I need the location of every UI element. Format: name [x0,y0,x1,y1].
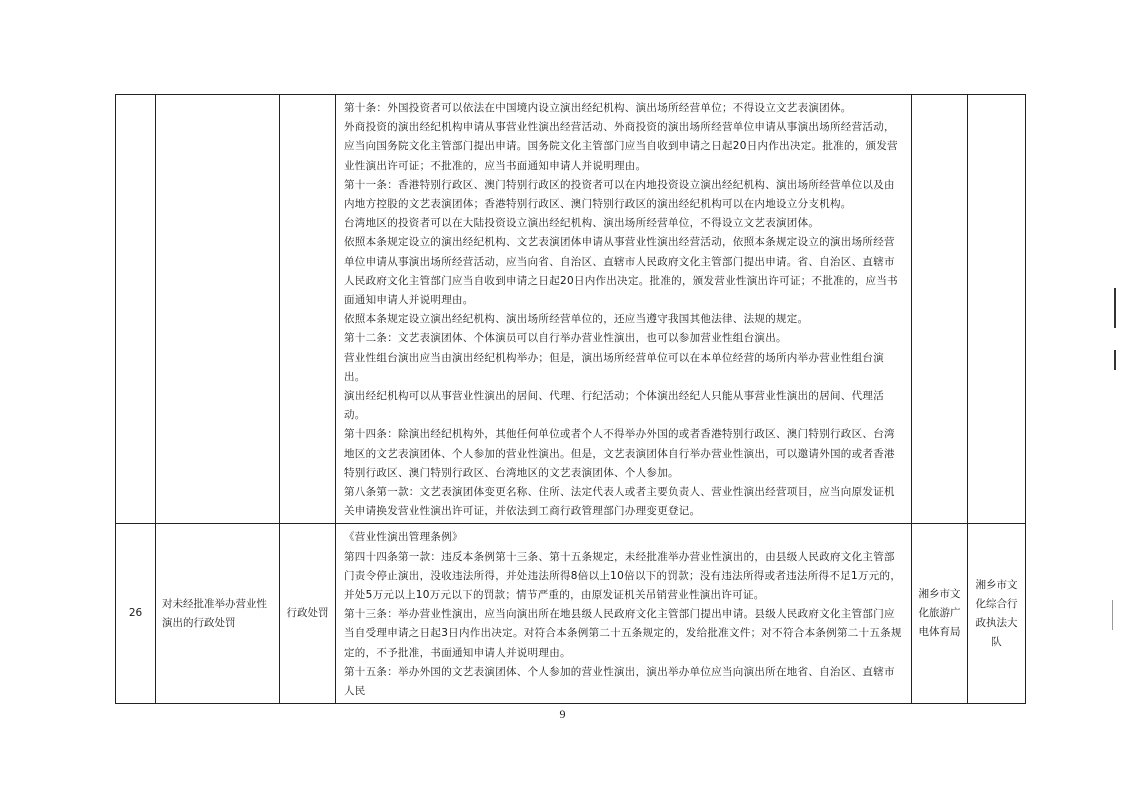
basis-paragraph: 第十四条：除演出经纪机构外，其他任何单位或者个人不得举办外国的或者香港特别行政区、澳门特别行政区、台湾地区的文艺表演团体、个人参加的营业性演出。但是，文艺表演团体自行举办营业性演出，可以邀请外国的或者香港特别行政区、澳门特别行政区、台湾地区的文艺表演团体、个人参加。 [344,428,895,479]
legal-basis-cell [336,95,912,524]
row-index-cell: 26 [116,524,156,704]
basis-paragraph: 第八条第一款：文艺表演团体变更名称、住所、法定代表人或者主要负责人、营业性演出经营项目，应当向原发证机关申请换发营业性演出许可证，并依法到工商行政管理部门办理变更登记。 [344,486,895,518]
item-name-cell: 对未经批准举办营业性演出的行政处罚 [156,524,280,704]
basis-paragraph: 《营业性演出管理条例》 [344,531,463,544]
scan-edge-mark [1114,350,1116,370]
basis-paragraph: 台湾地区的投资者可以在大陆投资设立演出经纪机构、演出场所经营单位，不得设立文艺表演团体。 [344,217,820,230]
basis-paragraph: 依照本条规定设立的演出经纪机构、文艺表演团体申请从事营业性演出经营活动，依照本条规定设立的演出场所经营单位申请从事演出场所经营活动，应当向省、自治区、直辖市人民政府文化主管部门提出申请。省、自治区、直辖市人民政府文化主管部门应当自收到申请之日起20日内作出决定。批准的，颁发营业性演出许可证；不批准的，应当书面通知申请人并说明理由。 [344,236,898,307]
department-cell [912,95,968,524]
basis-paragraph: 外商投资的演出经纪机构申请从事营业性演出经营活动、外商投资的演出场所经营单位申请从事演出场所经营活动，应当向国务院文化主管部门提出申请。国务院文化主管部门应当自收到申请之日起20日内作出决定。批准的，颁发营业性演出许可证；不批准的，应当书面通知申请人并说明理由。 [344,121,898,172]
scan-edge-mark [1114,288,1116,328]
legal-basis-cell [336,524,912,704]
basis-paragraph: 第十五条：举办外国的文艺表演团体、个人参加的营业性演出，演出举办单位应当向演出所在地省、自治区、直辖市人民 [344,665,895,698]
table-row [116,95,1026,524]
table-row [116,524,1026,704]
basis-paragraph: 演出经纪机构可以从事营业性演出的居间、代理、行纪活动；个体演出经纪人只能从事营业性演出的居间、代理活动。 [344,390,884,422]
enforcement-table [115,94,1026,704]
basis-paragraph: 依照本条规定设立演出经纪机构、演出场所经营单位的，还应当遵守我国其他法律、法规的规定。 [344,313,809,326]
row-index-cell [116,95,156,524]
basis-paragraph: 第四十四条第一款：违反本条例第十三条、第十五条规定，未经批准举办营业性演出的，由县级人民政府文化主管部门责令停止演出，没收违法所得，并处违法所得8倍以上10倍以下的罚款；没有违法所得或者违法所得不足1万元的，并处5万元以上10万元以下的罚款；情节严重的，由原发证机关吊销营业性演出许可证。 [344,550,902,602]
enforcement-unit-cell [968,95,1026,524]
item-type-cell: 行政处罚 [280,524,336,704]
basis-paragraph: 第十三条：举办营业性演出，应当向演出所在地县级人民政府文化主管部门提出申请。县级人民政府文化主管部门应当自受理申请之日起3日内作出决定。对符合本条例第二十五条规定的，发给批准文件；对不符合本条例第二十五条规定的，不予批准，书面通知申请人并说明理由。 [344,608,902,659]
enforcement-unit-cell: 湘乡市文化综合行政执法大队 [968,524,1026,704]
item-type-cell [280,95,336,524]
page-number: 9 [559,707,566,721]
scan-edge-mark [1112,600,1113,630]
department-cell: 湘乡市文化旅游广电体育局 [912,524,968,704]
basis-paragraph: 营业性组台演出应当由演出经纪机构举办；但是，演出场所经营单位可以在本单位经营的场所内举办营业性组台演出。 [344,351,884,383]
item-name-cell [156,95,280,524]
basis-paragraph: 第十条：外国投资者可以依法在中国境内设立演出经纪机构、演出场所经营单位；不得设立文艺表演团体。 [344,102,852,114]
basis-paragraph: 第十二条：文艺表演团体、个体演员可以自行举办营业性演出，也可以参加营业性组台演出。 [344,332,787,345]
basis-paragraph: 第十一条：香港特别行政区、澳门特别行政区的投资者可以在内地投资设立演出经纪机构、演出场所经营单位以及由内地方控股的文艺表演团体；香港特别行政区、澳门特别行政区的演出经纪机构可以在内地设立分支机构。 [344,178,895,211]
